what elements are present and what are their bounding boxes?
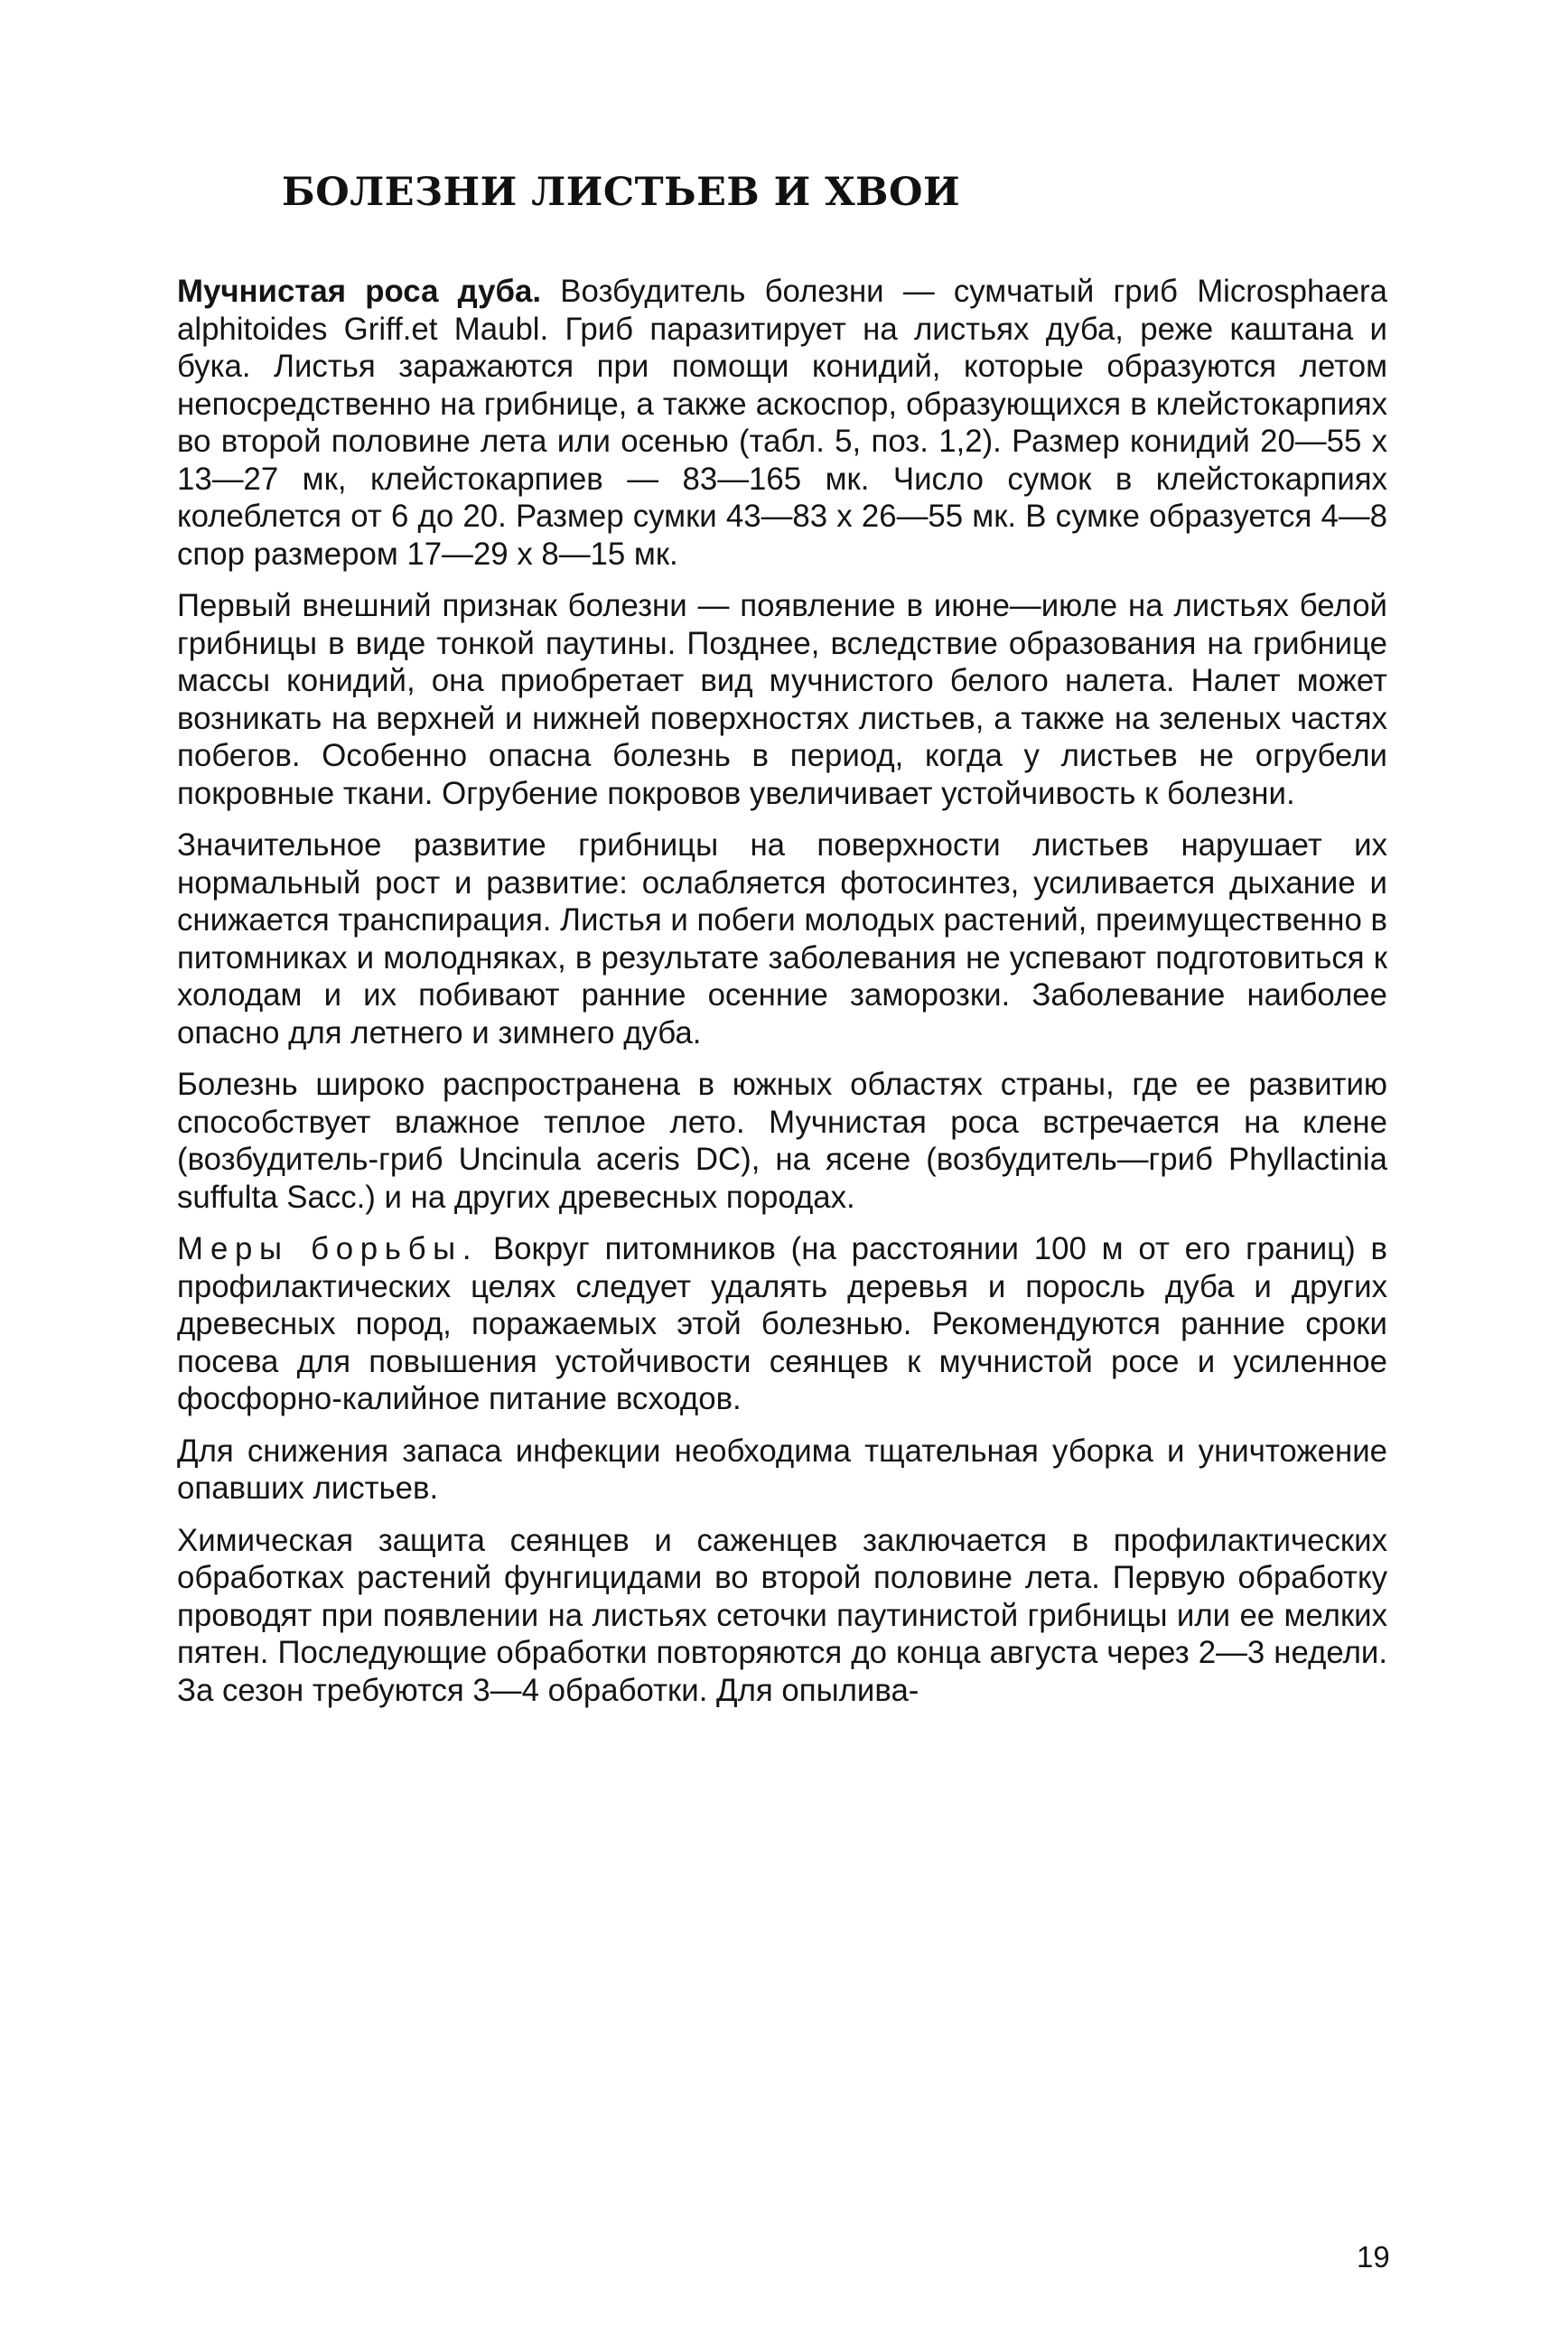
paragraph-oak-powdery-mildew <box>177 273 1387 573</box>
paragraph-text: Возбудитель болезни — сумчатый гриб Microsphaera alphitoides Griff.et Maubl. Гриб паразитирует на листьях дуба, реже каштана и бука. Листья заражаются при помощи конидий, которые образуются летом непосредственно на грибнице, а также аскоспор, образующихся в клейстокарпиях во второй половине лета или осенью (табл. 5, поз. 1,2). Размер конидий 20—55 х 13—27 мк, клейстокарпиев — 83—165 мк. Число сумок в клейстокарпиях колеблется от 6 до 20. Размер сумки 43—83 х 26—55 мк. В сумке образуется 4—8 спор размером 17—29 х 8—15 мк. <box>177 274 1387 572</box>
paragraph-lead-term: Мучнистая роса дуба. <box>177 274 542 309</box>
paragraph-damage: Значительное развитие грибницы на поверхности листьев нарушает их нормальный рост и развитие: ослабляется фотосинтез, усиливается дыхание и снижается транспирация. Листья и побеги молодых растений, преимущественно в питомниках и молодняках, в результате заболевания не успевают подготовиться к холодам и их побивают ранние осенние заморозки. Заболевание наиболее опасно для летнего и зимнего дуба. <box>177 827 1387 1050</box>
paragraph-text: Вокруг питомников (на расстоянии 100 м от его границ) в профилактических целях следует удалять деревья и поросль дуба и других древесных пород, поражаемых этой болезнью. Рекомендуются ранние сроки посева для повышения устойчивости сеянцев к мучнистой росе и усиленное фосфорно-калийное питание всходов. <box>177 1231 1387 1416</box>
body-text <box>177 273 1387 1723</box>
paragraph-control-measures <box>177 1230 1387 1418</box>
paragraph-chemical-protection: Химическая защита сеянцев и саженцев заключается в профилактических обработках растений фунгицидами во второй половине лета. Первую обработку проводят при появлении на листьях сеточки паутинистой грибницы или ее мелких пятен. Последующие обработки повторяются до конца августа через 2—3 недели. За сезон требуются 3—4 обработки. Для опылива- <box>177 1522 1387 1708</box>
paragraph-distribution: Болезнь широко распространена в южных областях страны, где ее развитию способствует влажное теплое лето. Мучнистая роса встречается на клене (возбудитель-гриб Uncinula aceris DC), на ясене (возбудитель—гриб Phyllactinia suffulta Sacc.) и на других древесных породах. <box>177 1067 1387 1215</box>
page-number: 19 <box>1357 2240 1390 2274</box>
paragraph-lead-term: Меры борьбы. <box>177 1231 479 1266</box>
paragraph-symptoms: Первый внешний признак болезни — появление в июне—июле на листьях белой грибницы в виде тонкой паутины. Позднее, вследствие образования на грибнице массы конидий, она приобретает вид мучнистого белого налета. Налет может возникать на верхней и нижней поверхностях листьев, а также на зеленых частях побегов. Особенно опасна болезнь в период, когда у листьев не огрубели покровные ткани. Огрубение покровов увеличивает устойчивость к болезни. <box>177 588 1387 811</box>
paragraph-leaf-removal: Для снижения запаса инфекции необходима тщательная уборка и уничтожение опавших листьев. <box>177 1433 1387 1506</box>
section-heading: БОЛЕЗНИ ЛИСТЬЕВ И ХВОИ <box>282 170 961 215</box>
